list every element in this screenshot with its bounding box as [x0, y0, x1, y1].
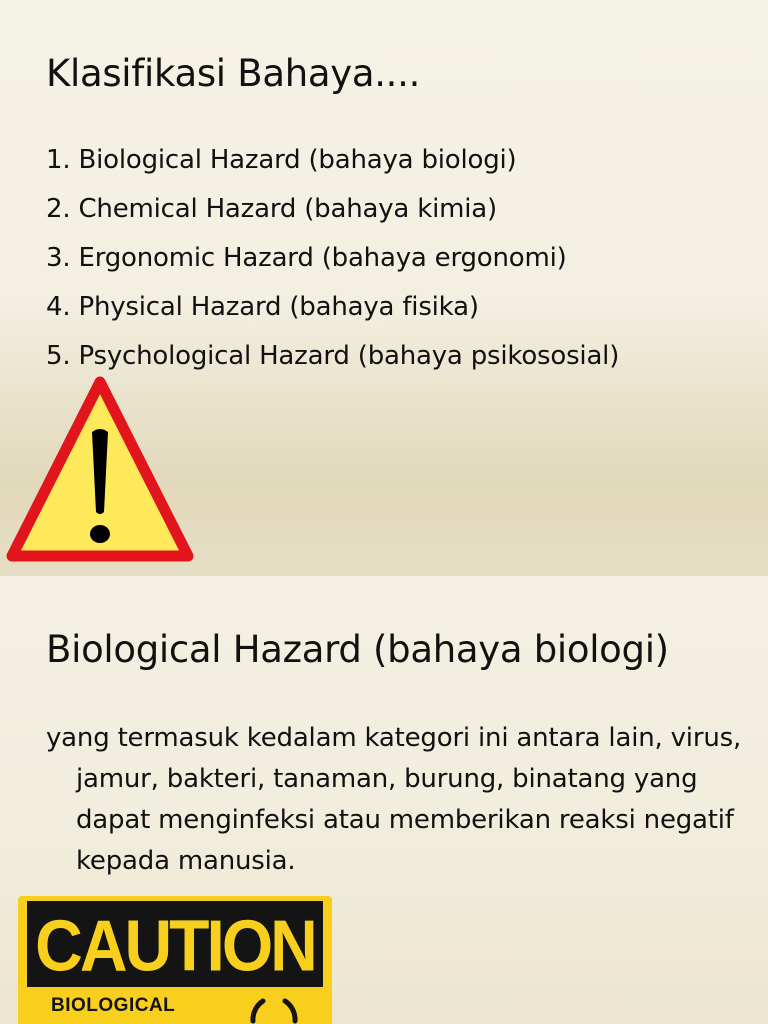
slide-title: Klasifikasi Bahaya.... [46, 52, 421, 95]
list-item: 1. Biological Hazard (bahaya biologi) [46, 145, 517, 175]
caution-subtext: BIOLOGICAL [51, 995, 176, 1016]
list-item: 4. Physical Hazard (bahaya fisika) [46, 292, 479, 322]
hazard-list [46, 138, 619, 383]
list-item: 3. Ergonomic Hazard (bahaya ergonomi) [46, 243, 567, 273]
caution-header: CAUTION [27, 901, 323, 989]
warning-triangle-icon [4, 372, 196, 568]
slide-biological-hazard [0, 576, 768, 1024]
list-item: 2. Chemical Hazard (bahaya kimia) [46, 194, 497, 224]
slide-title: Biological Hazard (bahaya biologi) [46, 628, 669, 671]
biohazard-icon [239, 987, 309, 1024]
description-paragraph: yang termasuk kedalam kategori ini antara lain, virus, jamur, bakteri, tanaman, burung, binatang yang dapat menginfeksi atau memberikan reaksi negatif kepada manusia. [46, 723, 742, 876]
list-item: 5. Psychological Hazard (bahaya psikososial) [46, 341, 620, 371]
caution-sign [18, 896, 332, 1024]
